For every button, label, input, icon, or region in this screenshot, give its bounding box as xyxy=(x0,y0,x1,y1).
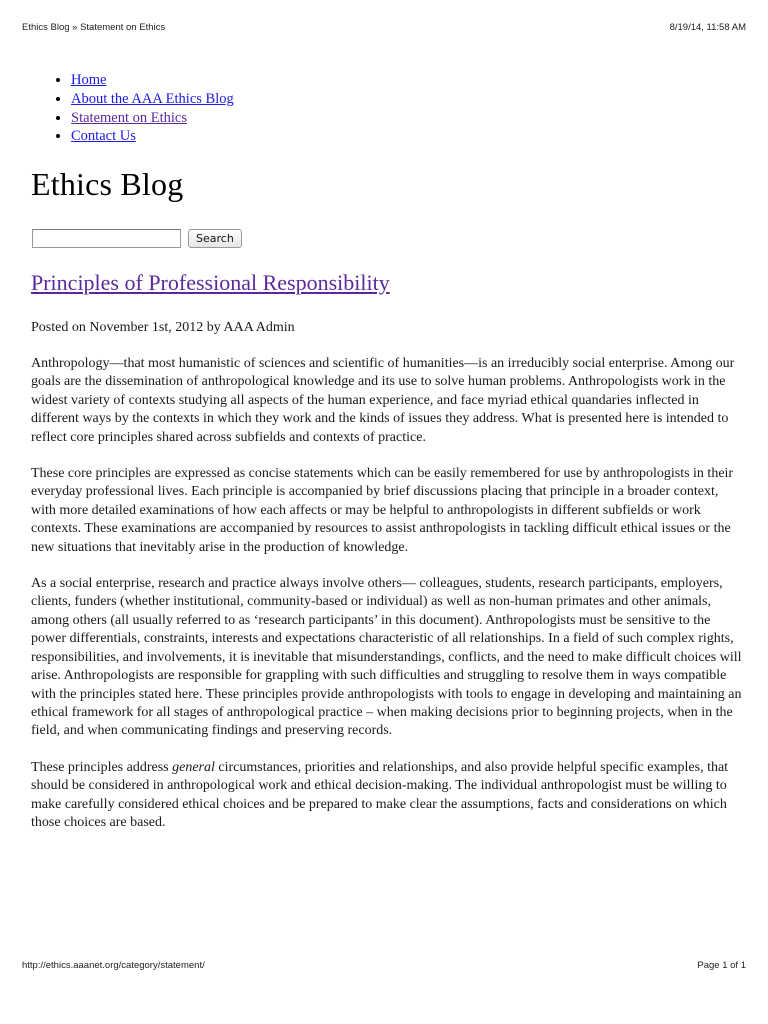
post-paragraph-4-end: circumstances, priorities and relationships, and also provide helpful specific examples, that should be considered in anthropological work and ethical decision-making. The individual anthropologist must be willing to make carefully considered ethical choices and be prepared to make clear the assumptions, facts and considerations on which those choices are based. xyxy=(31,759,729,830)
search-button[interactable]: Search xyxy=(188,229,242,248)
print-datetime: 8/19/14, 11:58 AM xyxy=(669,22,746,33)
post-paragraph-1: Anthropology—that most humanistic of sciences and scientific of humanities—is an irreducibly social enterprise. Among our goals are the dissemination of anthropological knowledge and its use to solve human problems. Anthropologists work in the widest variety of contexts studying all aspects of the human experience, and face myriad ethical quandaries inflected in different ways by the contexts in which they work and the kinds of issues they address. What is presented here is intended to reflect core principles shared across subfields and contexts of practice. xyxy=(31,356,735,445)
print-url: http://ethics.aaanet.org/category/statement/ xyxy=(22,960,205,971)
post-paragraph-4-emphasis: general xyxy=(172,759,215,775)
post-title-link[interactable]: Principles of Professional Responsibility xyxy=(31,270,390,295)
main-nav xyxy=(53,71,234,146)
nav-link-about[interactable]: About the AAA Ethics Blog xyxy=(71,90,234,107)
nav-item-contact xyxy=(71,127,234,146)
nav-item-statement xyxy=(71,109,234,128)
site-title: Ethics Blog xyxy=(31,166,184,202)
search-form xyxy=(32,229,242,248)
post-title xyxy=(31,270,390,296)
post-paragraph-3: As a social enterprise, research and practice always involve others— colleagues, students, research participants, employers, clients, funders (whether institutional, community-based or individual) as well as non-human primates and other animals, among others (all usually referred to as ‘research participants’ in this document). Anthropologists must be sensitive to the power differentials, constraints, interests and expectations characteristic of all relationships. In a field of such complex rights, responsibilities, and involvements, it is inevitable that misunderstandings, conflicts, and the need to make difficult choices will arise. Anthropologists are responsible for grappling with such difficulties and struggling to resolve them in ways compatible with the principles stated here. These principles provide anthropologists with tools to engage in developing and maintaining an ethical framework for all stages of anthropological practice – when making decisions prior to beginning projects, when in the field, and when communicating findings and preserving records. xyxy=(31,576,742,739)
post-paragraph-4-start: These principles address xyxy=(31,759,173,775)
nav-link-statement[interactable]: Statement on Ethics xyxy=(71,109,187,126)
post-meta: Posted on November 1st, 2012 by AAA Admin xyxy=(31,320,295,335)
post-paragraph-4 xyxy=(31,759,743,833)
search-input[interactable] xyxy=(32,229,181,248)
nav-link-contact[interactable]: Contact Us xyxy=(71,128,136,145)
print-page-title: Ethics Blog » Statement on Ethics xyxy=(22,22,166,33)
nav-item-home xyxy=(71,71,234,90)
print-header xyxy=(22,22,746,33)
post-paragraph-2: These core principles are expressed as concise statements which can be easily remembered for use by anthropologists in their everyday professional lives. Each principle is accompanied by brief discussions placing that principle in a broader context, with more detailed examinations of how each affects or may be helpful to anthropologists in different subfields or work contexts. These examinations are accompanied by resources to assist anthropologists in tackling difficult ethical issues or the new situations that inevitably arise in the production of knowledge. xyxy=(31,466,734,555)
post-content xyxy=(31,355,743,850)
nav-item-about xyxy=(71,90,234,109)
print-footer xyxy=(22,960,746,971)
print-page-info: Page 1 of 1 xyxy=(697,960,746,971)
nav-link-home[interactable]: Home xyxy=(71,72,107,88)
